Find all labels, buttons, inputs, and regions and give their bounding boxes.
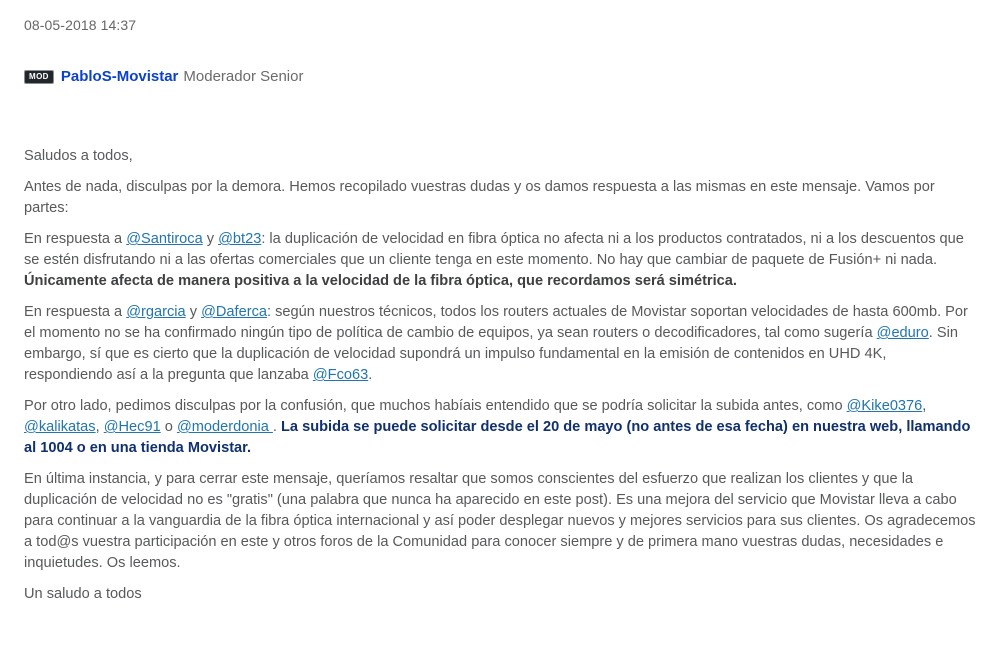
- paragraph-response-one: [24, 229, 976, 292]
- p3-lead-text: En respuesta a: [24, 304, 127, 320]
- p4-separator-four: .: [272, 419, 281, 435]
- p2-lead-text: En respuesta a: [24, 231, 127, 247]
- mention-bt23[interactable]: @bt23: [218, 231, 262, 247]
- mention-kike0376[interactable]: @Kike0376: [846, 398, 923, 414]
- paragraph-signoff: [24, 584, 976, 605]
- paragraph-response-two: [24, 302, 976, 386]
- paragraph-apology: [24, 396, 976, 459]
- p3-body-text-one: : según nuestros técnicos, todos los routers actuales de Movistar soportan velocidades de hasta 600mb. Por el momento no se ha confirmado ningún tipo de política de cambio de equipos, ya sean routers o decodificadores, tal como sugería: [24, 304, 968, 341]
- mention-hec91[interactable]: @Hec91: [103, 419, 161, 435]
- signoff-text: Un saludo a todos: [24, 586, 142, 602]
- author-rank-label: Moderador Senior: [183, 68, 304, 85]
- intro-text: Antes de nada, disculpas por la demora. Hemos recopilado vuestras dudas y os damos respuesta a las mismas en este mensaje. Vamos por partes:: [24, 179, 935, 216]
- p3-body-text-two: . Sin embargo, sí que es cierto que la duplicación de velocidad supondrá un impulso fundamental en la emisión de contenidos en UHD 4K, respondiendo así a la pregunta que lanzaba: [24, 325, 958, 383]
- p2-body-text: : la duplicación de velocidad en fibra óptica no afecta ni a los productos contratados, ni a los descuentos que se estén disfrutando ni a las ofertas comerciales que un cliente tenga en este momento. No hay que cambiar de paquete de Fusión+ ni nada.: [24, 231, 964, 268]
- p3-body-text-three: .: [368, 367, 373, 383]
- p4-separator-two: ,: [95, 419, 104, 435]
- mention-moderdonia[interactable]: @moderdonia: [176, 419, 273, 435]
- p4-separator-one: ,: [922, 398, 927, 414]
- greeting-text: Saludos a todos,: [24, 148, 133, 164]
- mention-eduro[interactable]: @eduro: [876, 325, 929, 341]
- paragraph-greeting: [24, 146, 976, 167]
- mention-rgarcia[interactable]: @rgarcia: [126, 304, 186, 320]
- p4-separator-three: o: [160, 419, 177, 435]
- mention-kalikatas[interactable]: @kalikatas: [24, 419, 96, 435]
- p5-text: En última instancia, y para cerrar este mensaje, queríamos resaltar que somos conscientes del esfuerzo que realizan los clientes y que la duplicación de velocidad no es "gratis" (una palabra que nunca ha aparecido en este post). Es una mejora del servicio que Movistar lleva a cabo para continuar a la vanguardia de la fibra óptica internacional y así poder desplegar nuevos y mejores servicios para sus clientes. Os agradecemos a tod@s vuestra participación en este y otros foros de la Comunidad para conocer siempre y de primera mano vuestras dudas, necesidades e inquietudes. Os leemos.: [24, 471, 976, 571]
- p2-bold-emphasis: Únicamente afecta de manera positiva a la velocidad de la fibra óptica, que recordamos será simétrica.: [24, 273, 737, 289]
- mention-santiroca[interactable]: @Santiroca: [126, 231, 203, 247]
- moderator-badge: MOD: [24, 70, 54, 84]
- mention-daferca[interactable]: @Daferca: [201, 304, 267, 320]
- paragraph-intro: [24, 177, 976, 219]
- p4-lead-text: Por otro lado, pedimos disculpas por la confusión, que muchos habíais entendido que se podría solicitar la subida antes, como: [24, 398, 847, 414]
- mention-fco63[interactable]: @Fco63: [312, 367, 369, 383]
- post-message-body: [24, 146, 976, 615]
- post-timestamp: 08-05-2018 14:37: [24, 17, 137, 33]
- post-author-row: [24, 67, 303, 86]
- p4-bold-announcement: La subida se puede solicitar desde el 20 de mayo (no antes de esa fecha) en nuestra web, llamando al 1004 o en una tienda Movistar.: [24, 419, 971, 456]
- p3-conjunction: y: [185, 304, 202, 320]
- p2-conjunction: y: [202, 231, 219, 247]
- paragraph-closing-statement: [24, 469, 976, 574]
- author-name-link[interactable]: PabloS-Movistar: [60, 68, 179, 85]
